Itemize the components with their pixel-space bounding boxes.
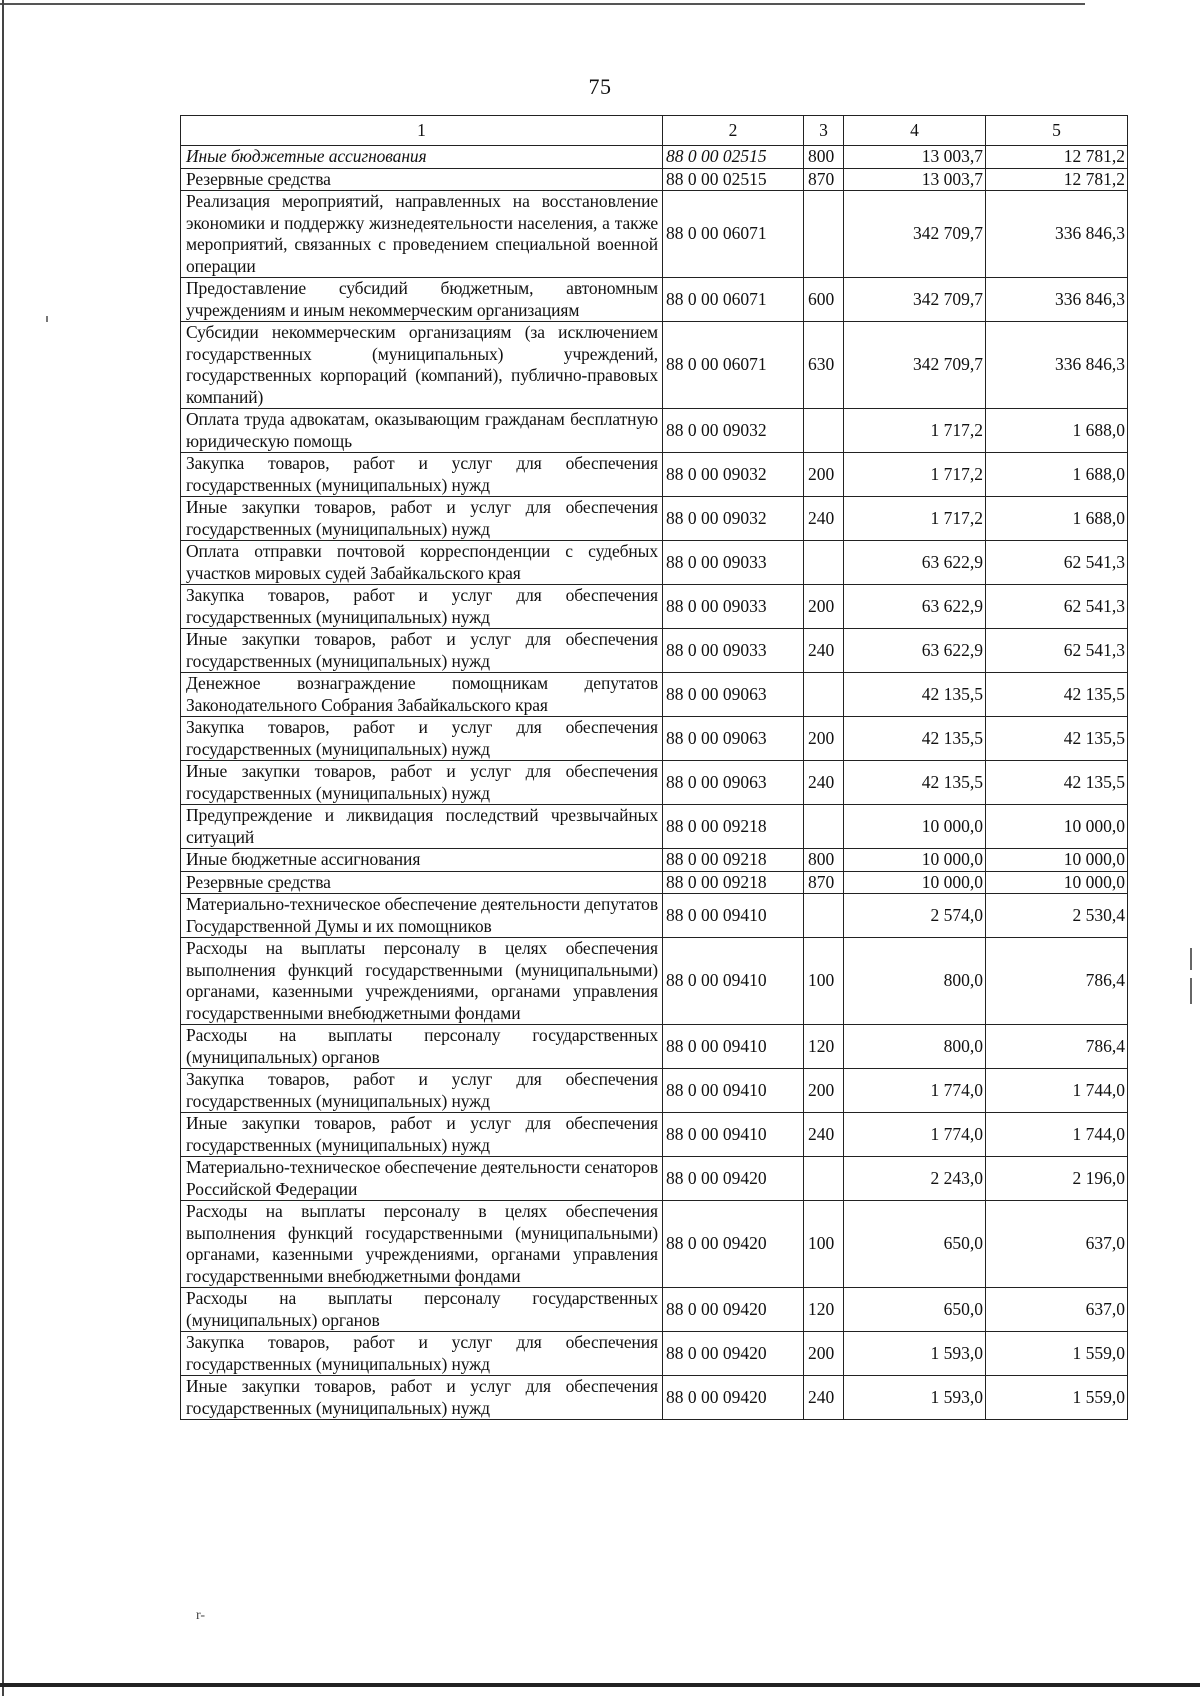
table-row [181, 1069, 1128, 1113]
row-value-col4-cell: 2 574,0 [844, 894, 986, 938]
table-row [181, 1201, 1128, 1288]
row-expense-type-cell: 630 [804, 322, 844, 409]
row-code-cell: 88 0 00 09410 [663, 1069, 804, 1113]
row-value-col4-cell: 1 717,2 [844, 453, 986, 497]
row-value-col4-cell: 1 593,0 [844, 1376, 986, 1420]
table-row [181, 849, 1128, 872]
row-code-cell: 88 0 00 09410 [663, 1113, 804, 1157]
row-value-col4-cell: 342 709,7 [844, 322, 986, 409]
row-code-cell: 88 0 00 09033 [663, 585, 804, 629]
row-value-col5-cell: 1 744,0 [986, 1069, 1128, 1113]
row-value-col5-cell: 42 135,5 [986, 761, 1128, 805]
table-row [181, 146, 1128, 169]
row-name-cell: Резервные средства [181, 871, 663, 894]
row-code-cell: 88 0 00 09420 [663, 1201, 804, 1288]
row-value-col5-cell: 1 688,0 [986, 497, 1128, 541]
scan-bottom-border [0, 1683, 1200, 1687]
row-code-cell: 88 0 00 09420 [663, 1332, 804, 1376]
row-value-col5-cell: 336 846,3 [986, 278, 1128, 322]
scan-left-edge [2, 0, 4, 1696]
row-expense-type-cell [804, 541, 844, 585]
table-row [181, 894, 1128, 938]
row-value-col4-cell: 2 243,0 [844, 1157, 986, 1201]
row-value-col5-cell: 1 688,0 [986, 453, 1128, 497]
row-value-col4-cell: 42 135,5 [844, 673, 986, 717]
row-value-col5-cell: 1 559,0 [986, 1332, 1128, 1376]
table-row [181, 453, 1128, 497]
row-value-col4-cell: 10 000,0 [844, 871, 986, 894]
table-row [181, 673, 1128, 717]
table-row [181, 541, 1128, 585]
row-value-col5-cell: 2 196,0 [986, 1157, 1128, 1201]
row-value-col4-cell: 42 135,5 [844, 717, 986, 761]
table-row [181, 871, 1128, 894]
row-value-col5-cell: 62 541,3 [986, 541, 1128, 585]
table-row [181, 168, 1128, 191]
row-expense-type-cell [804, 191, 844, 278]
row-expense-type-cell: 800 [804, 849, 844, 872]
row-code-cell: 88 0 00 09063 [663, 673, 804, 717]
row-value-col5-cell: 1 688,0 [986, 409, 1128, 453]
scan-speck [1190, 948, 1192, 970]
scan-top-border [0, 3, 1085, 5]
column-header: 2 [663, 116, 804, 146]
row-value-col5-cell: 637,0 [986, 1201, 1128, 1288]
row-value-col4-cell: 63 622,9 [844, 629, 986, 673]
row-expense-type-cell: 240 [804, 497, 844, 541]
row-code-cell: 88 0 00 02515 [663, 168, 804, 191]
row-value-col5-cell: 10 000,0 [986, 871, 1128, 894]
row-expense-type-cell [804, 409, 844, 453]
row-name-cell: Закупка товаров, работ и услуг для обеспечения государственных (муниципальных) нужд [181, 1332, 663, 1376]
row-expense-type-cell: 870 [804, 871, 844, 894]
table-row [181, 938, 1128, 1025]
page-number: 75 [588, 74, 612, 99]
row-name-cell: Иные бюджетные ассигнования [181, 849, 663, 872]
row-expense-type-cell: 100 [804, 1201, 844, 1288]
row-expense-type-cell: 200 [804, 1069, 844, 1113]
row-value-col5-cell: 1 744,0 [986, 1113, 1128, 1157]
row-name-cell: Денежное вознаграждение помощникам депутатов Законодательного Собрания Забайкальского края [181, 673, 663, 717]
row-expense-type-cell: 870 [804, 168, 844, 191]
row-name-cell: Оплата труда адвокатам, оказывающим гражданам бесплатную юридическую помощь [181, 409, 663, 453]
row-value-col4-cell: 1 593,0 [844, 1332, 986, 1376]
row-value-col4-cell: 63 622,9 [844, 585, 986, 629]
row-value-col5-cell: 637,0 [986, 1288, 1128, 1332]
row-value-col5-cell: 786,4 [986, 1025, 1128, 1069]
row-code-cell: 88 0 00 06071 [663, 322, 804, 409]
row-name-cell: Закупка товаров, работ и услуг для обеспечения государственных (муниципальных) нужд [181, 1069, 663, 1113]
table-row [181, 322, 1128, 409]
row-value-col4-cell: 800,0 [844, 1025, 986, 1069]
row-name-cell: Расходы на выплаты персоналу государственных (муниципальных) органов [181, 1025, 663, 1069]
table-row [181, 278, 1128, 322]
row-value-col5-cell: 62 541,3 [986, 629, 1128, 673]
table-row [181, 629, 1128, 673]
row-expense-type-cell: 120 [804, 1025, 844, 1069]
row-expense-type-cell: 240 [804, 1113, 844, 1157]
row-name-cell: Иные закупки товаров, работ и услуг для обеспечения государственных (муниципальных) нужд [181, 497, 663, 541]
row-value-col5-cell: 62 541,3 [986, 585, 1128, 629]
row-value-col5-cell: 786,4 [986, 938, 1128, 1025]
row-value-col4-cell: 1 774,0 [844, 1113, 986, 1157]
row-code-cell: 88 0 00 02515 [663, 146, 804, 169]
table-row [181, 497, 1128, 541]
budget-table [180, 115, 1128, 1420]
row-expense-type-cell: 240 [804, 761, 844, 805]
column-header: 3 [804, 116, 844, 146]
table-row [181, 761, 1128, 805]
table-row [181, 1288, 1128, 1332]
row-expense-type-cell [804, 805, 844, 849]
row-expense-type-cell: 600 [804, 278, 844, 322]
row-value-col5-cell: 10 000,0 [986, 849, 1128, 872]
row-expense-type-cell [804, 1157, 844, 1201]
row-value-col4-cell: 1 717,2 [844, 497, 986, 541]
row-name-cell: Резервные средства [181, 168, 663, 191]
row-value-col4-cell: 650,0 [844, 1288, 986, 1332]
row-value-col4-cell: 10 000,0 [844, 805, 986, 849]
row-value-col4-cell: 1 774,0 [844, 1069, 986, 1113]
row-expense-type-cell: 200 [804, 1332, 844, 1376]
row-value-col5-cell: 12 781,2 [986, 146, 1128, 169]
row-name-cell: Расходы на выплаты персоналу в целях обеспечения выполнения функций государственными (муниципальными) органами, казенными учреждениями, органами управления государственными внебюджетными фондами [181, 938, 663, 1025]
row-name-cell: Иные закупки товаров, работ и услуг для обеспечения государственных (муниципальных) нужд [181, 629, 663, 673]
row-name-cell: Материально-техническое обеспечение деятельности сенаторов Российской Федерации [181, 1157, 663, 1201]
row-value-col4-cell: 650,0 [844, 1201, 986, 1288]
row-code-cell: 88 0 00 06071 [663, 191, 804, 278]
row-code-cell: 88 0 00 09410 [663, 938, 804, 1025]
row-expense-type-cell: 100 [804, 938, 844, 1025]
row-name-cell: Иные бюджетные ассигнования [181, 146, 663, 169]
row-name-cell: Иные закупки товаров, работ и услуг для обеспечения государственных (муниципальных) нужд [181, 761, 663, 805]
table-row [181, 1376, 1128, 1420]
row-value-col5-cell: 12 781,2 [986, 168, 1128, 191]
row-code-cell: 88 0 00 09033 [663, 541, 804, 585]
row-value-col4-cell: 10 000,0 [844, 849, 986, 872]
row-name-cell: Материально-техническое обеспечение деятельности депутатов Государственной Думы и их помощников [181, 894, 663, 938]
table-row [181, 409, 1128, 453]
row-code-cell: 88 0 00 09420 [663, 1157, 804, 1201]
row-name-cell: Предоставление субсидий бюджетным, автономным учреждениям и иным некоммерческим организациям [181, 278, 663, 322]
table-row [181, 585, 1128, 629]
table-row [181, 1332, 1128, 1376]
row-code-cell: 88 0 00 06071 [663, 278, 804, 322]
row-name-cell: Расходы на выплаты персоналу государственных (муниципальных) органов [181, 1288, 663, 1332]
row-value-col4-cell: 63 622,9 [844, 541, 986, 585]
row-code-cell: 88 0 00 09063 [663, 761, 804, 805]
row-value-col5-cell: 336 846,3 [986, 322, 1128, 409]
row-value-col5-cell: 10 000,0 [986, 805, 1128, 849]
scan-speck [46, 316, 48, 322]
row-name-cell: Реализация мероприятий, направленных на восстановление экономики и поддержку жизнедеятельности населения, а также мероприятий, связанных с проведением специальной военной операции [181, 191, 663, 278]
row-code-cell: 88 0 00 09420 [663, 1376, 804, 1420]
row-code-cell: 88 0 00 09420 [663, 1288, 804, 1332]
row-code-cell: 88 0 00 09063 [663, 717, 804, 761]
row-expense-type-cell [804, 673, 844, 717]
row-expense-type-cell: 120 [804, 1288, 844, 1332]
table-row [181, 1157, 1128, 1201]
row-value-col4-cell: 42 135,5 [844, 761, 986, 805]
table-row [181, 1025, 1128, 1069]
row-code-cell: 88 0 00 09032 [663, 409, 804, 453]
row-name-cell: Оплата отправки почтовой корреспонденции с судебных участков мировых судей Забайкальского края [181, 541, 663, 585]
row-name-cell: Закупка товаров, работ и услуг для обеспечения государственных (муниципальных) нужд [181, 453, 663, 497]
row-name-cell: Предупреждение и ликвидация последствий чрезвычайных ситуаций [181, 805, 663, 849]
row-name-cell: Закупка товаров, работ и услуг для обеспечения государственных (муниципальных) нужд [181, 717, 663, 761]
row-code-cell: 88 0 00 09218 [663, 805, 804, 849]
row-value-col4-cell: 1 717,2 [844, 409, 986, 453]
row-value-col5-cell: 42 135,5 [986, 673, 1128, 717]
row-value-col4-cell: 13 003,7 [844, 146, 986, 169]
row-value-col4-cell: 13 003,7 [844, 168, 986, 191]
table-row [181, 1113, 1128, 1157]
row-code-cell: 88 0 00 09410 [663, 894, 804, 938]
row-value-col4-cell: 342 709,7 [844, 278, 986, 322]
row-name-cell: Субсидии некоммерческим организациям (за исключением государственных (муниципальных) учреждений, государственных корпораций (компаний), публично-правовых компаний) [181, 322, 663, 409]
row-name-cell: Расходы на выплаты персоналу в целях обеспечения выполнения функций государственными (муниципальными) органами, казенными учреждениями, органами управления государственными внебюджетными фондами [181, 1201, 663, 1288]
column-header: 5 [986, 116, 1128, 146]
scan-speck [1190, 978, 1192, 1004]
column-header: 4 [844, 116, 986, 146]
stray-mark: r- [196, 1608, 206, 1623]
row-expense-type-cell: 240 [804, 1376, 844, 1420]
row-expense-type-cell: 200 [804, 453, 844, 497]
table-body [181, 146, 1128, 1420]
row-expense-type-cell: 240 [804, 629, 844, 673]
row-code-cell: 88 0 00 09218 [663, 849, 804, 872]
row-value-col5-cell: 1 559,0 [986, 1376, 1128, 1420]
row-name-cell: Иные закупки товаров, работ и услуг для обеспечения государственных (муниципальных) нужд [181, 1376, 663, 1420]
row-value-col4-cell: 342 709,7 [844, 191, 986, 278]
row-code-cell: 88 0 00 09032 [663, 497, 804, 541]
row-code-cell: 88 0 00 09410 [663, 1025, 804, 1069]
table-row [181, 191, 1128, 278]
table-row [181, 805, 1128, 849]
row-value-col4-cell: 800,0 [844, 938, 986, 1025]
row-value-col5-cell: 42 135,5 [986, 717, 1128, 761]
row-value-col5-cell: 2 530,4 [986, 894, 1128, 938]
row-value-col5-cell: 336 846,3 [986, 191, 1128, 278]
column-header: 1 [181, 116, 663, 146]
row-code-cell: 88 0 00 09218 [663, 871, 804, 894]
row-code-cell: 88 0 00 09032 [663, 453, 804, 497]
row-code-cell: 88 0 00 09033 [663, 629, 804, 673]
row-name-cell: Иные закупки товаров, работ и услуг для обеспечения государственных (муниципальных) нужд [181, 1113, 663, 1157]
row-name-cell: Закупка товаров, работ и услуг для обеспечения государственных (муниципальных) нужд [181, 585, 663, 629]
row-expense-type-cell: 200 [804, 717, 844, 761]
row-expense-type-cell: 800 [804, 146, 844, 169]
table-header-row [181, 116, 1128, 146]
row-expense-type-cell: 200 [804, 585, 844, 629]
row-expense-type-cell [804, 894, 844, 938]
table-row [181, 717, 1128, 761]
